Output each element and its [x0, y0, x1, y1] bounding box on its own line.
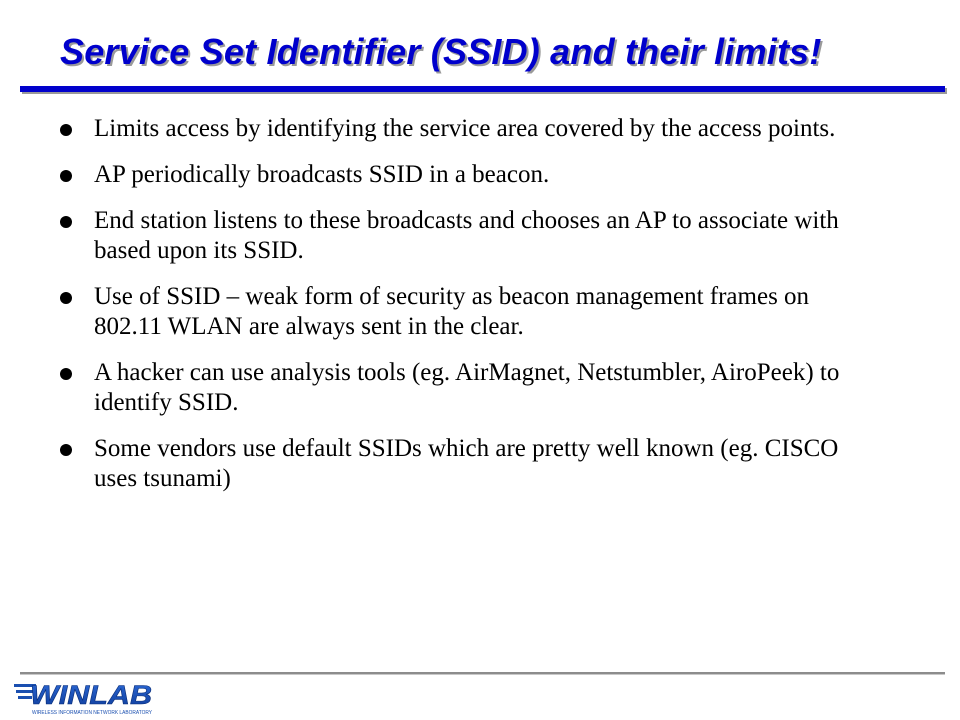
- bullet-text: Limits access by identifying the service area covered by the access points.: [94, 115, 836, 142]
- bullet-dot-icon: [60, 170, 72, 182]
- footer-divider: [20, 672, 945, 674]
- bullet-item: [60, 434, 880, 494]
- title-underline: [20, 86, 945, 92]
- bullet-item: [60, 206, 880, 266]
- bullet-dot-icon: [60, 444, 72, 456]
- slide-title: Service Set Identifier (SSID) and their limits!: [60, 31, 822, 72]
- logo-subtext: WIRELESS INFORMATION NETWORK LABORATORY: [32, 710, 153, 716]
- bullet-text: Use of SSID – weak form of security as beacon management frames on 802.11 WLAN are always sent in the clear.: [94, 283, 810, 340]
- bullet-text: A hacker can use analysis tools (eg. AirMagnet, Netstumbler, AiroPeek) to identify SSID.: [94, 359, 840, 416]
- bullet-item: [60, 358, 880, 418]
- bullet-dot-icon: [60, 368, 72, 380]
- bullet-dot-icon: [60, 124, 72, 136]
- bullet-item: [60, 114, 880, 144]
- bullet-item: [60, 160, 880, 190]
- winlab-logo: [14, 676, 156, 718]
- bullet-text: End station listens to these broadcasts and chooses an AP to associate with based upon its SSID.: [94, 207, 839, 264]
- logo-wordmark: WINLAB: [30, 680, 152, 710]
- bullet-text: AP periodically broadcasts SSID in a beacon.: [94, 161, 550, 188]
- bullet-dot-icon: [60, 216, 72, 228]
- bullet-list: [60, 114, 880, 510]
- bullet-text: Some vendors use default SSIDs which are pretty well known (eg. CISCO uses tsunami): [94, 435, 839, 492]
- bullet-dot-icon: [60, 292, 72, 304]
- bullet-item: [60, 282, 880, 342]
